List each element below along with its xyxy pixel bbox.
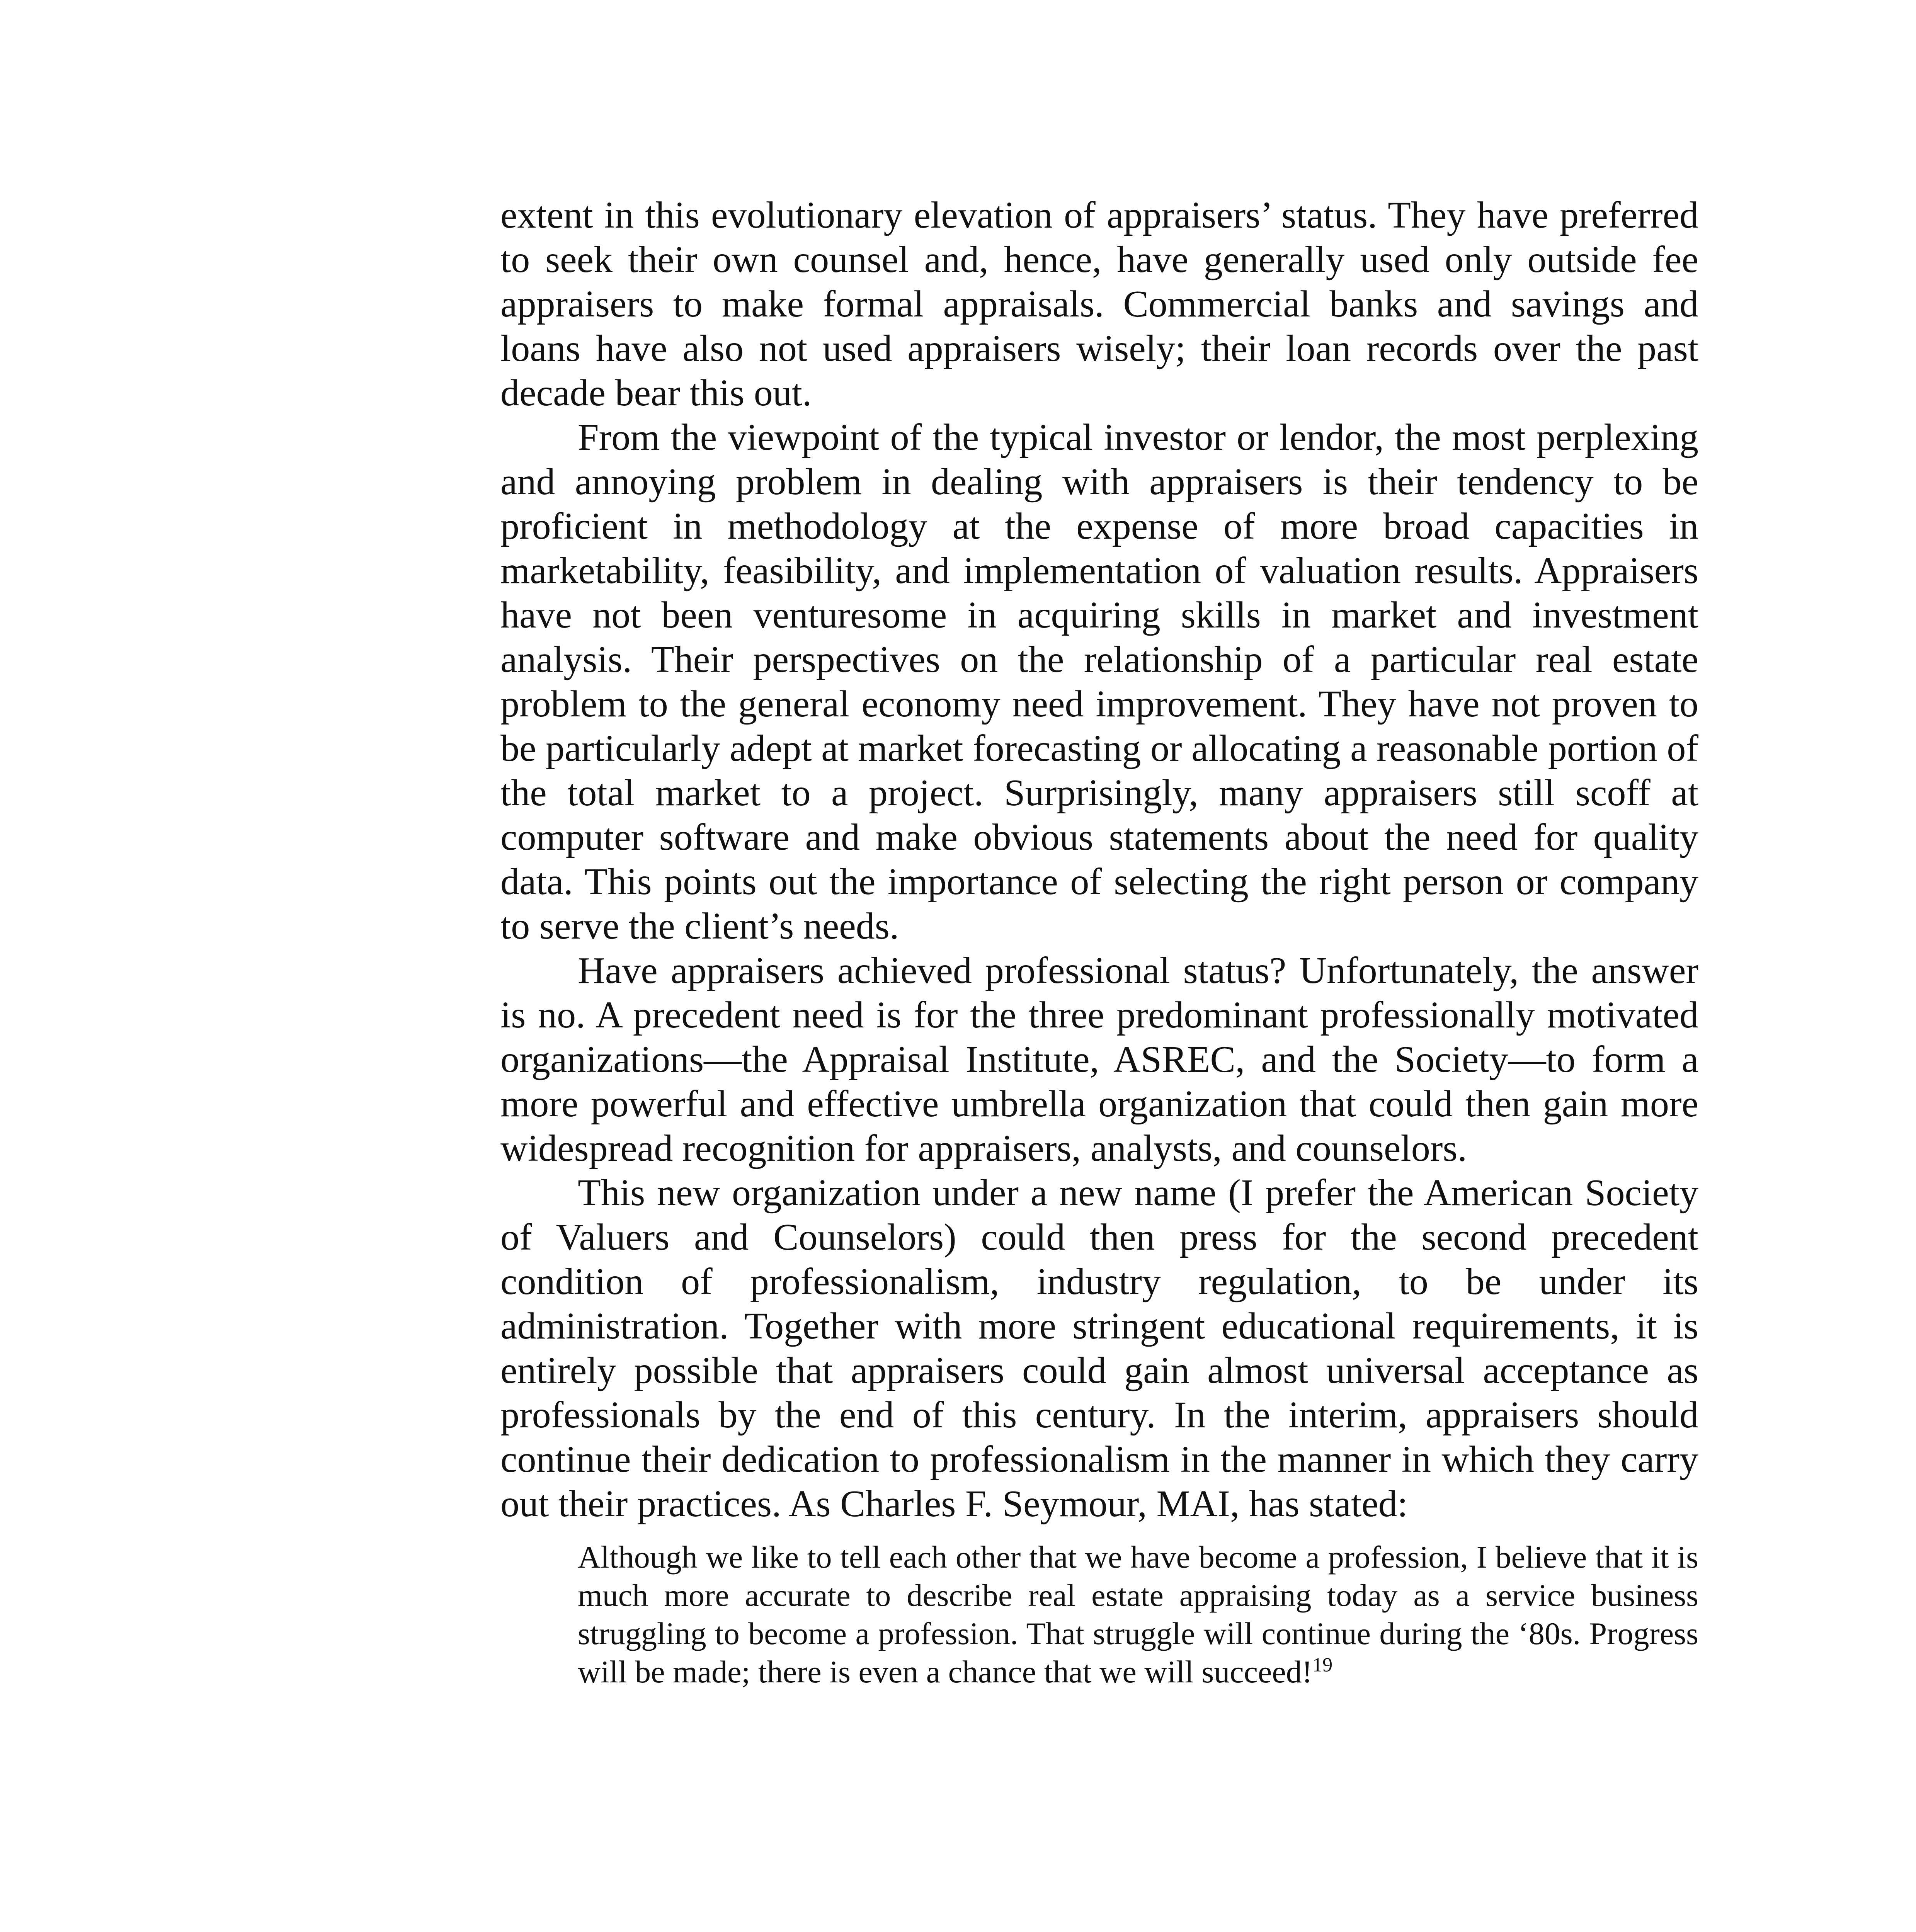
paragraph-3: Have appraisers achieved professional status? Unfortunately, the answer is no. A precedent need is for the three predominant professionally motivated organizations—the Appraisal Institute, ASREC, and the Society—to form a more powerful and effective umbrella organization that could then gain more widespread recognition for appraisers, analysts, and counselors. <box>500 950 1698 1169</box>
paragraph-1: extent in this evolutionary elevation of appraisers’ status. They have preferred to seek their own counsel and, hence, have generally used only outside fee appraisers to make formal appraisals. Commercial banks and savings and loans have also not used appraisers wisely; their loan records over the past decade bear this out. <box>500 194 1698 414</box>
block-quote-text: Although we like to tell each other that we have become a profession, I believe that it is much more accurate to describe real estate appraising today as a service business struggling to become a profession. That struggle will continue during the ‘80s. Progress will be made; there is even a chance that we will succeed! <box>578 1539 1698 1689</box>
paragraph-4: This new organization under a new name (I prefer the American Society of Valuers and Counselors) could then press for the second precedent condition of professionalism, industry regulation, to be under its administration. Together with more stringent educational requirements, it is entirely possible that appraisers could gain almost universal acceptance as professionals by the end of this century. In the interim, appraisers should continue their dedication to professionalism in the manner in which they carry out their practices. As Charles F. Seymour, MAI, has stated: <box>500 1172 1698 1525</box>
footnote-reference: 19 <box>1312 1654 1333 1676</box>
main-body-text <box>500 193 1698 1691</box>
paragraph-2: From the viewpoint of the typical investor or lendor, the most perplexing and annoying problem in dealing with appraisers is their tendency to be proficient in methodology at the expense of more broad capacities in marketability, feasibility, and implementation of valuation results. Appraisers have not been venturesome in acquiring skills in market and investment analysis. Their perspectives on the relationship of a particular real estate problem to the general economy need improvement. They have not proven to be particularly adept at market forecasting or allocating a reasonable portion of the total market to a project. Surprisingly, many appraisers still scoff at computer software and make obvious statements about the need for quality data. This points out the importance of selecting the right person or company to serve the client’s needs. <box>500 417 1698 947</box>
block-quote <box>578 1538 1698 1691</box>
